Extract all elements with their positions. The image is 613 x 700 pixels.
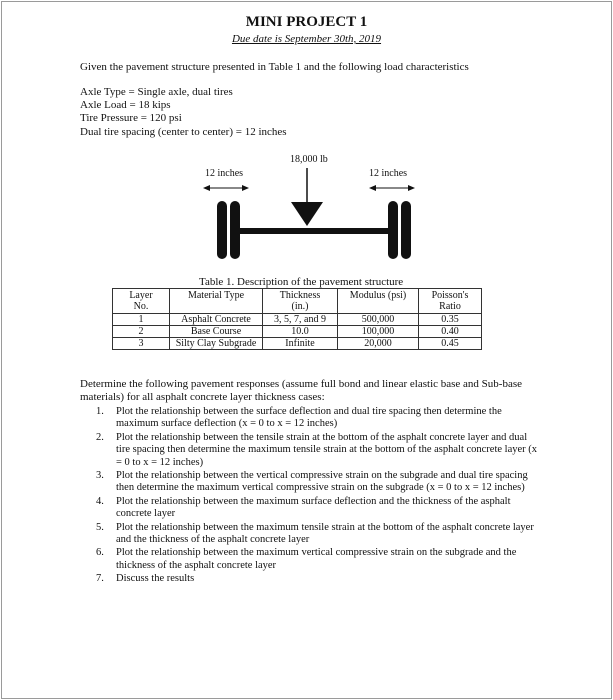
tire-left-inner bbox=[230, 201, 240, 259]
page-title: MINI PROJECT 1 bbox=[245, 14, 368, 30]
load-arrow-head bbox=[291, 202, 323, 226]
list-item: 4. Plot the relationship between the maximum surface deflection and the thickness of the asphalt concrete layer bbox=[96, 495, 511, 520]
list-item: 1. Plot the relationship between the surface deflection and dual tire spacing then determine the maximum surface deflection (x = 0 to x = 12 inches) bbox=[96, 406, 502, 430]
tire-right-inner bbox=[388, 201, 398, 259]
axle-diagram bbox=[195, 152, 435, 270]
pavement-table bbox=[112, 288, 482, 350]
table-row: 2 Base Course 10.0 100,000 0.40 bbox=[113, 326, 482, 338]
load-characteristics bbox=[80, 86, 287, 139]
table-row: 1 Asphalt Concrete 3, 5, 7, and 9 500,000 0.35 bbox=[113, 314, 482, 326]
axle-type: Axle Type = Single axle, dual tires bbox=[80, 86, 233, 98]
tire-left-outer bbox=[217, 201, 227, 259]
axle-bar bbox=[235, 228, 395, 234]
list-item: 3. Plot the relationship between the vertical compressive strain on the subgrade and dual tire spacing then determine the maximum vertical compressive strain on the subgrade (x = 0 to x = 12 inches) bbox=[96, 470, 528, 494]
spacing-label-left: 12 inches bbox=[205, 168, 244, 179]
table-caption: Table 1. Description of the pavement structure bbox=[199, 276, 404, 288]
tire-right-outer bbox=[401, 201, 411, 259]
header-thickness: Thickness (in.) bbox=[263, 289, 338, 314]
task-list bbox=[80, 406, 540, 587]
axle-drawing bbox=[195, 152, 435, 270]
axle-load: Axle Load = 18 kips bbox=[80, 99, 171, 112]
header-poisson: Poisson's Ratio bbox=[419, 289, 482, 314]
table-header-row bbox=[113, 289, 482, 314]
list-item: 5. Plot the relationship between the maximum tensile strain at the bottom of the asphalt concrete layer and the thickness of the asphalt concrete layer bbox=[96, 521, 534, 546]
intro-text: Given the pavement structure presented in Table 1 and the following load characteristics bbox=[80, 61, 469, 73]
list-item: 6. Plot the relationship between the maximum vertical compressive strain on the subgrade and the thickness of the asphalt concrete layer bbox=[96, 547, 517, 571]
dual-tire-spacing: Dual tire spacing (center to center) = 12 inches bbox=[80, 125, 287, 138]
list-item: 7. Discuss the results bbox=[96, 573, 195, 585]
load-label: 18,000 lb bbox=[290, 154, 328, 165]
header-modulus: Modulus (psi) bbox=[338, 289, 419, 314]
determine-text: Determine the following pavement responses (assume full bond and linear elastic base and Sub-base materials) for all asphalt concrete layer thickness cases: bbox=[80, 378, 523, 403]
header-layer: Layer No. bbox=[113, 289, 170, 314]
table-row: 3 Silty Clay Subgrade Infinite 20,000 0.45 bbox=[113, 338, 482, 350]
tire-pressure: Tire Pressure = 120 psi bbox=[80, 112, 182, 125]
due-date: Due date is September 30th, 2019 bbox=[231, 33, 382, 45]
header-material: Material Type bbox=[170, 289, 263, 314]
spacing-label-right: 12 inches bbox=[369, 168, 408, 179]
list-item: 2. Plot the relationship between the tensile strain at the bottom of the asphalt concrete layer and dual tire spacing then determine the maximum tensile strain at the bottom of the asphalt concrete layer (x = 0 to x = 12 inches) bbox=[96, 431, 538, 468]
